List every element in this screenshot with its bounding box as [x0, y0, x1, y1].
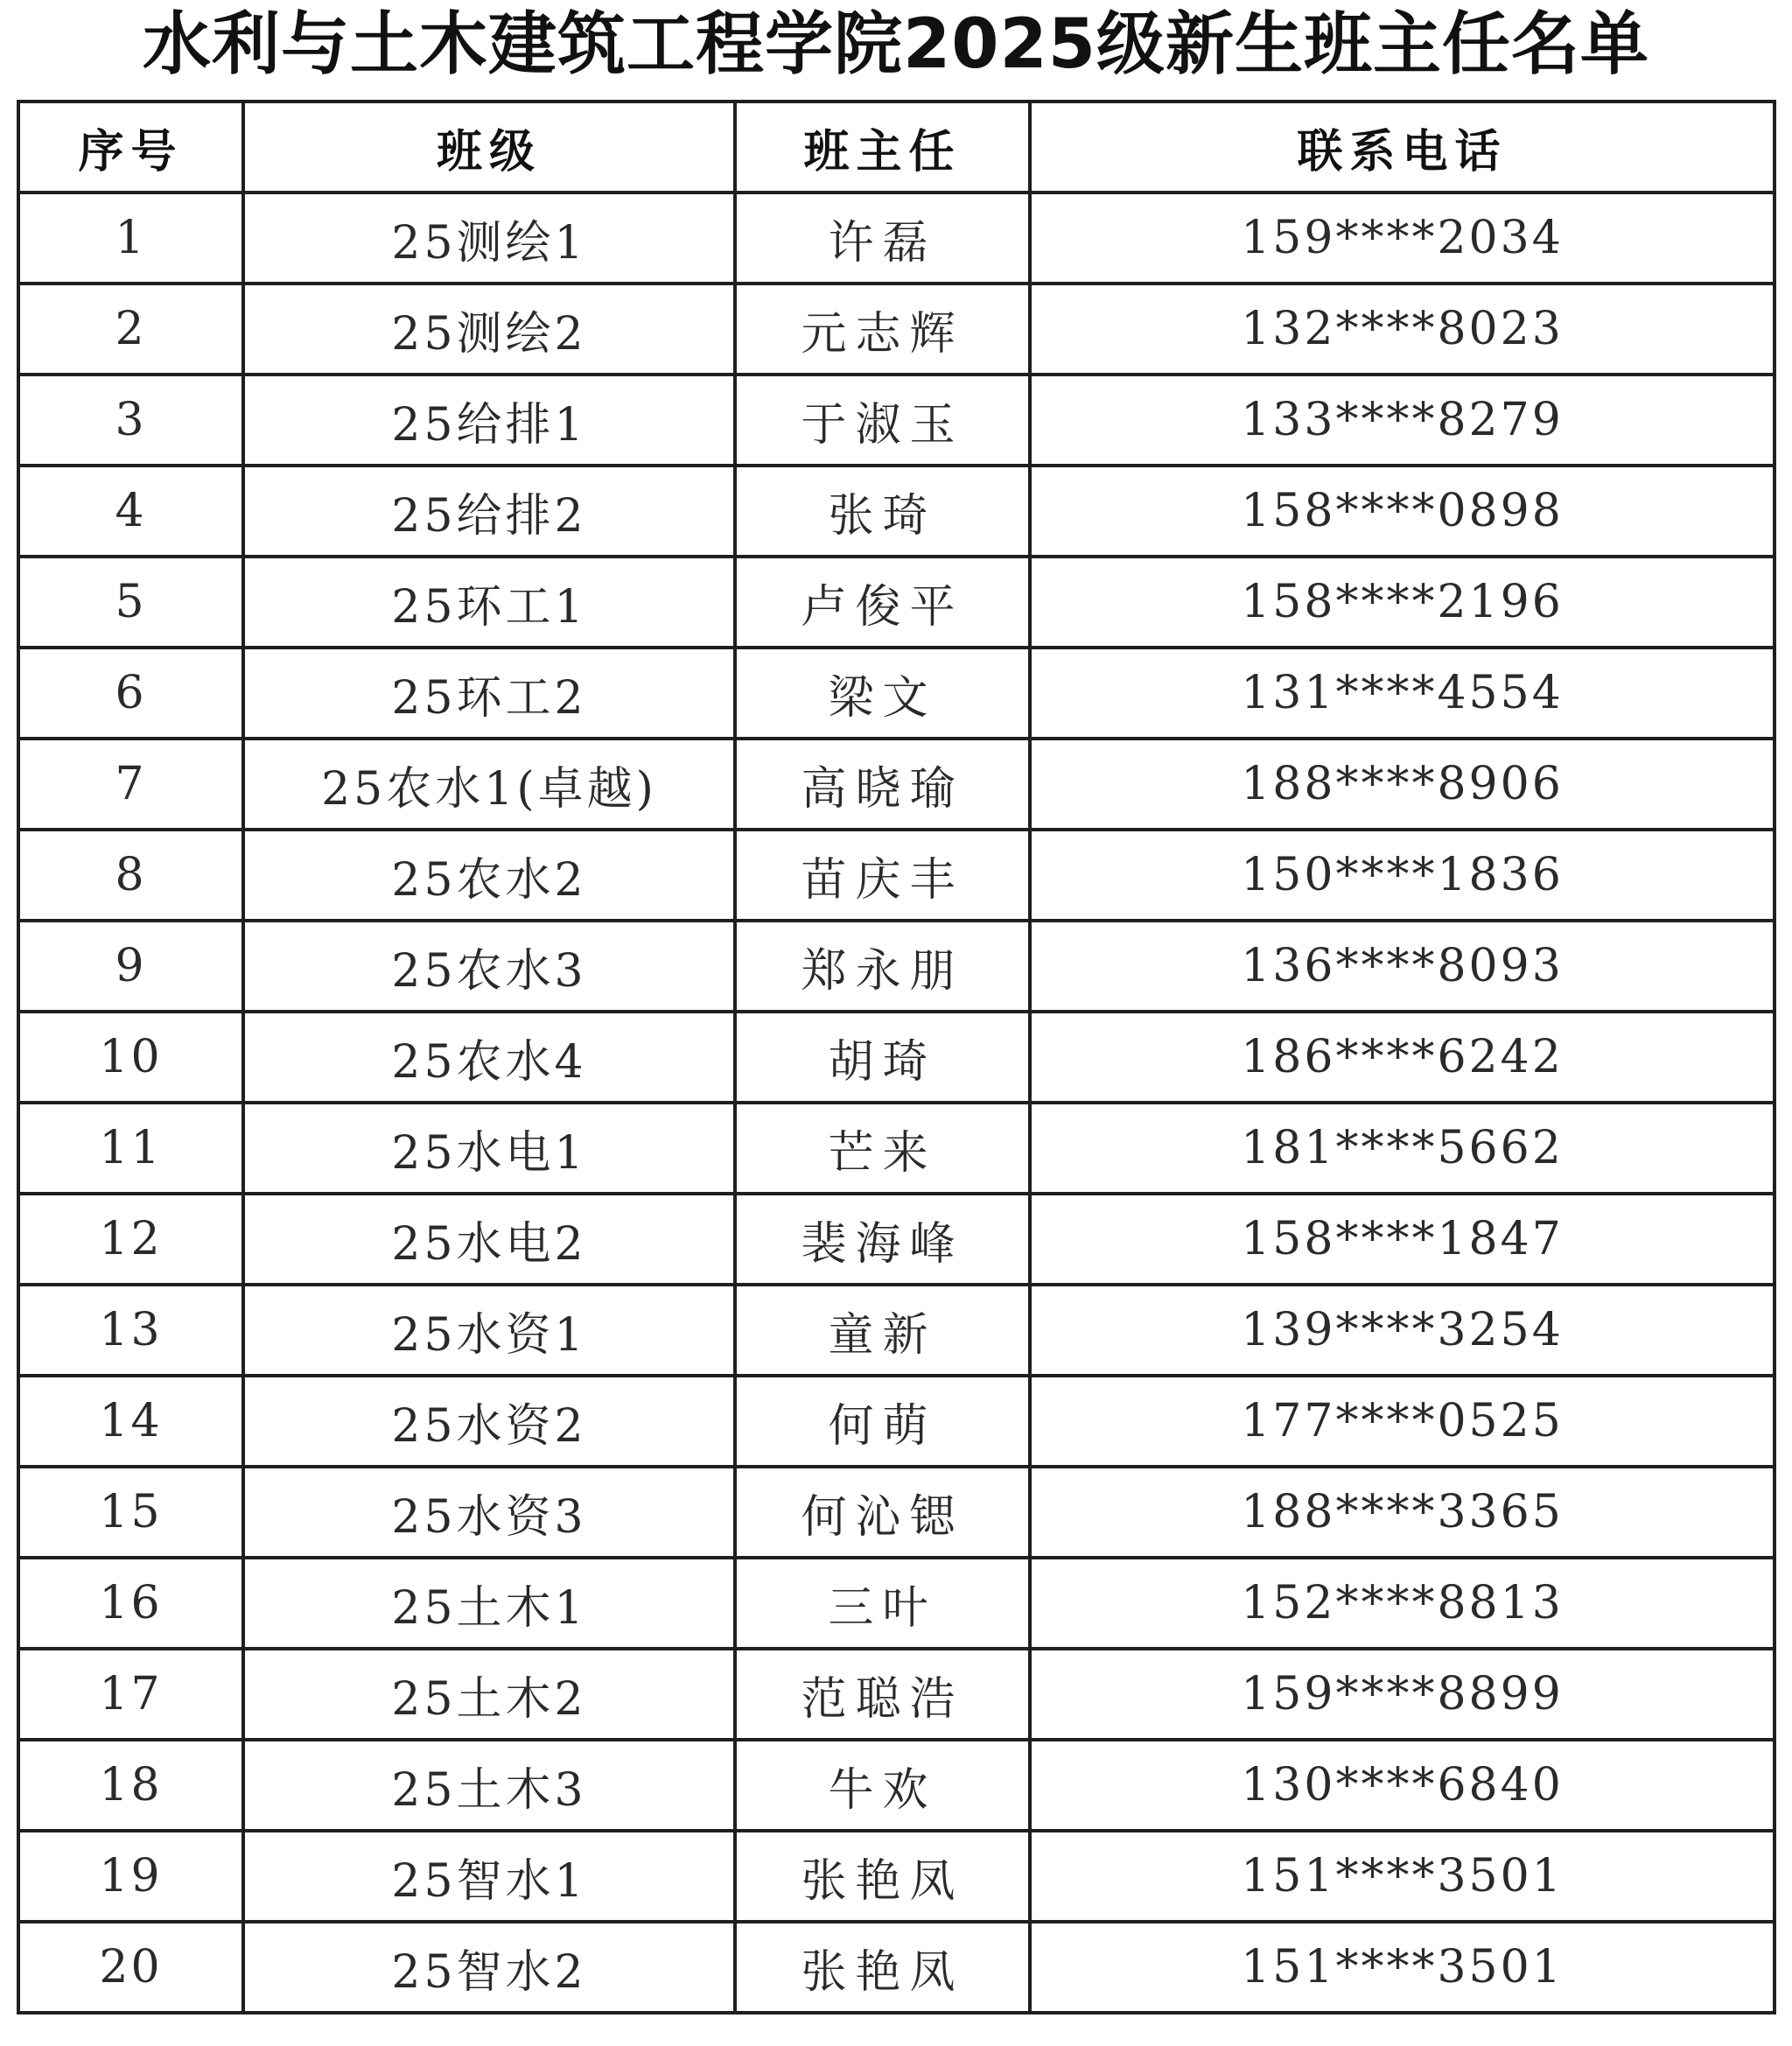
- cell-class: 25环工1: [243, 557, 735, 648]
- cell-phone: 158****2196: [1030, 557, 1774, 648]
- cell-teacher: 卢俊平: [735, 557, 1030, 648]
- cell-teacher: 高晓瑜: [735, 739, 1030, 830]
- table-row: [18, 1103, 1774, 1194]
- table-row: [18, 1012, 1774, 1103]
- cell-class: 25水资1: [243, 1285, 735, 1376]
- cell-phone: 159****8899: [1030, 1649, 1774, 1740]
- cell-phone: 136****8093: [1030, 921, 1774, 1012]
- cell-phone: 151****3501: [1030, 1922, 1774, 2013]
- cell-teacher: 芒来: [735, 1103, 1030, 1194]
- cell-index: 3: [18, 375, 243, 466]
- cell-index: 7: [18, 739, 243, 830]
- cell-class: 25测绘2: [243, 284, 735, 375]
- cell-index: 11: [18, 1103, 243, 1194]
- cell-teacher: 梁文: [735, 648, 1030, 739]
- cell-teacher: 牛欢: [735, 1740, 1030, 1831]
- cell-class: 25水资3: [243, 1467, 735, 1558]
- cell-phone: 188****3365: [1030, 1467, 1774, 1558]
- cell-phone: 159****2034: [1030, 193, 1774, 284]
- cell-teacher: 于淑玉: [735, 375, 1030, 466]
- cell-teacher: 张艳凤: [735, 1831, 1030, 1922]
- header-teacher: 班主任: [735, 102, 1030, 193]
- cell-class: 25农水1(卓越): [243, 739, 735, 830]
- cell-class: 25水电1: [243, 1103, 735, 1194]
- cell-index: 10: [18, 1012, 243, 1103]
- cell-class: 25水资2: [243, 1376, 735, 1467]
- cell-index: 15: [18, 1467, 243, 1558]
- table-row: [18, 466, 1774, 557]
- cell-teacher: 张琦: [735, 466, 1030, 557]
- cell-phone: 132****8023: [1030, 284, 1774, 375]
- cell-class: 25给排1: [243, 375, 735, 466]
- cell-class: 25农水3: [243, 921, 735, 1012]
- cell-index: 9: [18, 921, 243, 1012]
- head-teacher-table: [17, 100, 1776, 2014]
- cell-index: 6: [18, 648, 243, 739]
- cell-class: 25农水4: [243, 1012, 735, 1103]
- cell-phone: 152****8813: [1030, 1558, 1774, 1649]
- cell-class: 25土木3: [243, 1740, 735, 1831]
- cell-teacher: 苗庆丰: [735, 830, 1030, 921]
- cell-class: 25农水2: [243, 830, 735, 921]
- cell-class: 25测绘1: [243, 193, 735, 284]
- cell-teacher: 童新: [735, 1285, 1030, 1376]
- cell-index: 18: [18, 1740, 243, 1831]
- cell-index: 2: [18, 284, 243, 375]
- cell-teacher: 裴海峰: [735, 1194, 1030, 1285]
- cell-index: 16: [18, 1558, 243, 1649]
- cell-phone: 158****1847: [1030, 1194, 1774, 1285]
- cell-class: 25智水1: [243, 1831, 735, 1922]
- table-row: [18, 1831, 1774, 1922]
- cell-class: 25环工2: [243, 648, 735, 739]
- table-row: [18, 648, 1774, 739]
- cell-phone: 158****0898: [1030, 466, 1774, 557]
- cell-index: 19: [18, 1831, 243, 1922]
- cell-class: 25给排2: [243, 466, 735, 557]
- cell-phone: 130****6840: [1030, 1740, 1774, 1831]
- cell-index: 17: [18, 1649, 243, 1740]
- document-title: 水利与土木建筑工程学院2025级新生班主任名单: [142, 5, 1650, 84]
- table-row: [18, 375, 1774, 466]
- cell-index: 5: [18, 557, 243, 648]
- cell-phone: 186****6242: [1030, 1012, 1774, 1103]
- cell-class: 25智水2: [243, 1922, 735, 2013]
- table-row: [18, 193, 1774, 284]
- cell-teacher: 胡琦: [735, 1012, 1030, 1103]
- cell-phone: 151****3501: [1030, 1831, 1774, 1922]
- cell-index: 13: [18, 1285, 243, 1376]
- cell-index: 12: [18, 1194, 243, 1285]
- table-row: [18, 284, 1774, 375]
- cell-teacher: 何沁锶: [735, 1467, 1030, 1558]
- table-row: [18, 1922, 1774, 2013]
- table-row: [18, 1740, 1774, 1831]
- table-header: [18, 102, 1774, 193]
- cell-phone: 139****3254: [1030, 1285, 1774, 1376]
- table-row: [18, 1376, 1774, 1467]
- table-row: [18, 830, 1774, 921]
- table-row: [18, 557, 1774, 648]
- header-index: 序号: [18, 102, 243, 193]
- table-row: [18, 1467, 1774, 1558]
- cell-phone: 177****0525: [1030, 1376, 1774, 1467]
- cell-teacher: 许磊: [735, 193, 1030, 284]
- cell-class: 25水电2: [243, 1194, 735, 1285]
- cell-index: 14: [18, 1376, 243, 1467]
- cell-class: 25土木1: [243, 1558, 735, 1649]
- header-class: 班级: [243, 102, 735, 193]
- table-row: [18, 739, 1774, 830]
- cell-class: 25土木2: [243, 1649, 735, 1740]
- table-row: [18, 1649, 1774, 1740]
- cell-phone: 150****1836: [1030, 830, 1774, 921]
- cell-teacher: 郑永朋: [735, 921, 1030, 1012]
- cell-teacher: 元志辉: [735, 284, 1030, 375]
- cell-teacher: 何萌: [735, 1376, 1030, 1467]
- cell-index: 1: [18, 193, 243, 284]
- cell-teacher: 范聪浩: [735, 1649, 1030, 1740]
- cell-teacher: 张艳凤: [735, 1922, 1030, 2013]
- cell-phone: 181****5662: [1030, 1103, 1774, 1194]
- header-phone: 联系电话: [1030, 102, 1774, 193]
- cell-index: 20: [18, 1922, 243, 2013]
- table-row: [18, 921, 1774, 1012]
- cell-index: 4: [18, 466, 243, 557]
- table-row: [18, 1285, 1774, 1376]
- cell-phone: 188****8906: [1030, 739, 1774, 830]
- table-row: [18, 1558, 1774, 1649]
- cell-phone: 133****8279: [1030, 375, 1774, 466]
- cell-teacher: 三叶: [735, 1558, 1030, 1649]
- table-body: [18, 193, 1774, 2013]
- header-row: [18, 102, 1774, 193]
- table-row: [18, 1194, 1774, 1285]
- cell-index: 8: [18, 830, 243, 921]
- cell-phone: 131****4554: [1030, 648, 1774, 739]
